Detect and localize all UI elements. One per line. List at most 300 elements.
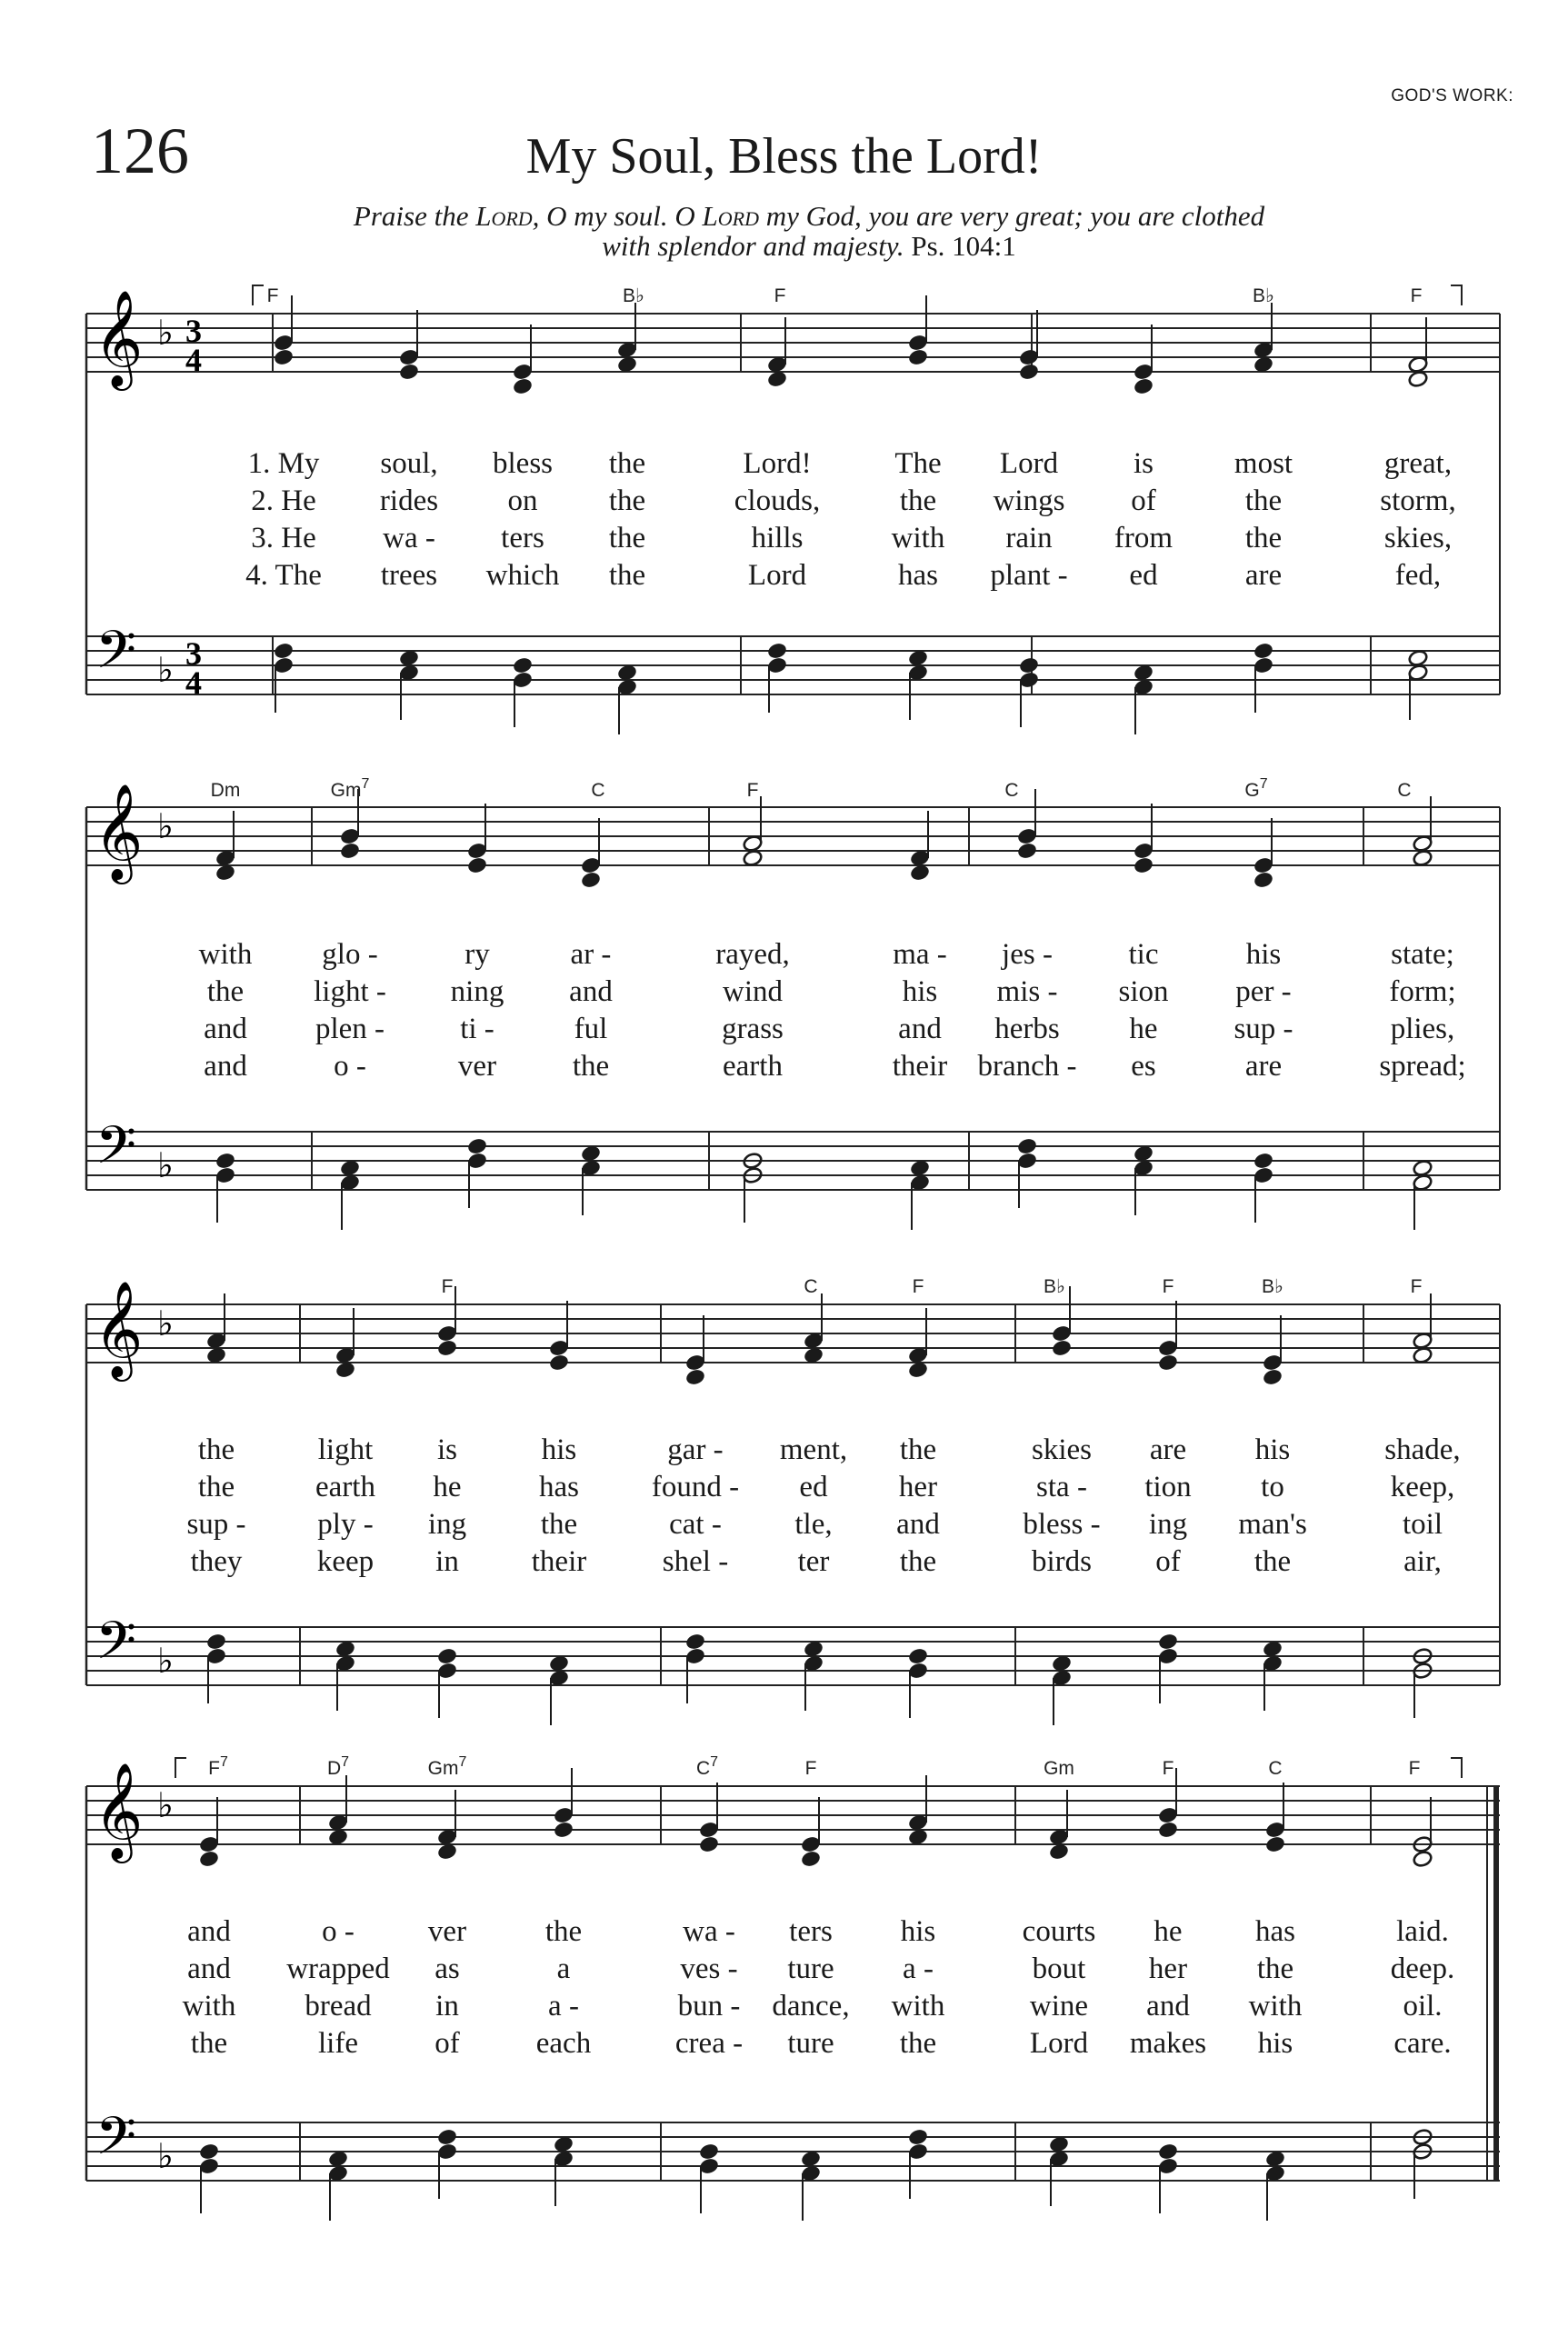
note-head — [328, 2150, 349, 2168]
system-1 — [86, 285, 1500, 734]
lyric-syllable: wings — [993, 484, 1065, 517]
lyric-syllable: with — [198, 938, 253, 971]
chord-symbol: F — [746, 780, 759, 801]
note-head — [1263, 1654, 1283, 1673]
lyric-syllable: the — [899, 1545, 937, 1578]
note-head — [1265, 2164, 1286, 2182]
lyric-syllable: ma - — [893, 938, 947, 971]
lyric-syllable: ters — [501, 522, 544, 554]
lyric-syllable: o - — [334, 1050, 366, 1083]
lyric-syllable: her — [1148, 1952, 1188, 1985]
note-head — [804, 1640, 824, 1658]
lyric-syllable: deep. — [1390, 1952, 1455, 1985]
lyric-syllable: his — [1254, 1433, 1291, 1466]
note-head — [908, 1346, 929, 1364]
epigraph-text: , O my soul. O — [532, 200, 703, 232]
lyric-syllable: of — [1155, 1545, 1181, 1578]
lyric-syllable: has — [898, 559, 938, 592]
note-head — [1413, 1173, 1433, 1192]
lyric-syllable: he — [433, 1471, 462, 1503]
lyric-syllable: bread — [305, 1990, 372, 2022]
lyric-syllable: wa - — [683, 1915, 735, 1948]
note-head — [206, 1346, 227, 1364]
note-head — [1263, 1368, 1283, 1386]
note-head — [1265, 2150, 1286, 2168]
lyric-syllable: ti - — [460, 1013, 494, 1045]
note-head — [767, 370, 788, 388]
lyric-syllable: plant - — [990, 559, 1068, 592]
note-head — [908, 348, 929, 366]
note-head — [437, 1828, 458, 1846]
note-head — [199, 2157, 220, 2175]
lyric-syllable: ture — [787, 1952, 834, 1985]
lyric-syllable: to — [1261, 1471, 1284, 1503]
note-head — [1134, 1159, 1154, 1177]
note-head — [1253, 1152, 1274, 1170]
note-head — [199, 2142, 220, 2161]
lyric-syllable: he — [1129, 1013, 1158, 1045]
phrase-bracket-open — [175, 1758, 186, 1778]
lyric-syllable: glo - — [322, 938, 378, 971]
lyric-syllable: the — [899, 2027, 937, 2060]
note-head — [340, 1173, 361, 1192]
note-head — [467, 842, 488, 860]
lyric-syllable: ment, — [779, 1433, 848, 1466]
note-head — [908, 2128, 929, 2146]
note-head — [1049, 1828, 1070, 1846]
lyric-syllable: makes — [1129, 2027, 1207, 2060]
lyric-syllable: and — [204, 1050, 247, 1083]
epigraph-text: my God, you are very great; you are clothed — [759, 200, 1265, 232]
flat-key-signature: ♭ — [157, 313, 174, 353]
lyric-syllable: the — [1256, 1952, 1294, 1985]
system-2 — [86, 776, 1500, 1230]
lyric-syllable: sup - — [186, 1508, 246, 1541]
lyric-syllable: ver — [457, 1050, 497, 1083]
chord-symbol: F — [804, 1758, 817, 1779]
note-head — [215, 849, 236, 867]
lyric-syllable: gar - — [667, 1433, 724, 1466]
treble-clef-icon: 𝄞 — [94, 783, 144, 880]
section-label: GOD'S WORK: — [1391, 86, 1513, 105]
treble-staff — [86, 783, 1500, 889]
lyric-syllable: they — [190, 1545, 243, 1578]
note-head — [1158, 1806, 1179, 1824]
note-head — [437, 2142, 458, 2161]
flat-key-signature: ♭ — [157, 2136, 174, 2176]
lyric-syllable: and — [1146, 1990, 1190, 2022]
note-head — [1052, 1339, 1073, 1357]
lyric-syllable: wa - — [383, 522, 435, 554]
lyric-syllable: their — [531, 1545, 587, 1578]
note-head — [801, 1850, 822, 1868]
chord-symbol: F — [1162, 1758, 1174, 1779]
note-head — [1158, 2157, 1179, 2175]
note-head — [513, 671, 534, 689]
note-head — [1019, 348, 1040, 366]
note-head — [549, 1353, 570, 1372]
lyric-syllable: branch - — [977, 1050, 1077, 1083]
chord-symbol: F — [774, 285, 786, 306]
epigraph-text: Praise the — [353, 200, 476, 232]
note-head — [549, 1339, 570, 1357]
note-head — [1408, 664, 1429, 682]
lyric-syllable: her — [898, 1471, 938, 1503]
note-head — [1049, 2135, 1070, 2153]
note-head — [1413, 1159, 1433, 1177]
note-head — [467, 1152, 488, 1170]
lyric-syllable: clouds, — [734, 484, 821, 517]
lyric-syllable: tion — [1144, 1471, 1192, 1503]
lyric-syllable: plies, — [1390, 1013, 1455, 1045]
flat-key-signature: ♭ — [157, 1145, 174, 1185]
flat-key-signature: ♭ — [157, 1303, 174, 1343]
lyric-syllable: the — [899, 1433, 937, 1466]
lyric-syllable: bless - — [1023, 1508, 1101, 1541]
lyric-syllable: and — [569, 975, 613, 1008]
lyric-syllable: ture — [787, 2027, 834, 2060]
chord-symbol: C — [591, 780, 605, 801]
note-head — [1158, 1633, 1179, 1651]
note-head — [908, 1662, 929, 1680]
lyric-syllable: in — [435, 1990, 459, 2022]
note-head — [554, 2135, 574, 2153]
note-head — [549, 1654, 570, 1673]
chord-symbol: C — [1397, 780, 1412, 801]
note-head — [437, 1324, 458, 1343]
note-head — [1263, 1640, 1283, 1658]
chord-symbol: C — [1004, 780, 1019, 801]
note-head — [1253, 656, 1274, 674]
chord-superscript: 7 — [341, 1754, 350, 1770]
time-signature-top: 3 — [185, 313, 202, 349]
lyric-syllable: great, — [1383, 447, 1453, 480]
lyric-syllable: rain — [1005, 522, 1053, 554]
note-head — [340, 842, 361, 860]
chord-symbol: F — [1410, 285, 1423, 306]
flat-key-signature: ♭ — [157, 1641, 174, 1681]
note-head — [699, 2157, 720, 2175]
note-head — [1253, 355, 1274, 374]
chord-symbol: B♭ — [623, 285, 644, 306]
note-head — [1158, 2142, 1179, 2161]
note-head — [1019, 656, 1040, 674]
note-head — [554, 2150, 574, 2168]
lyric-syllable: wine — [1029, 1990, 1089, 2022]
chord-symbol: F — [1408, 1758, 1421, 1779]
lyric-syllable: es — [1131, 1050, 1156, 1083]
time-signature-bottom: 4 — [185, 664, 202, 701]
chord-symbol: Gm$^7$ — [427, 1754, 467, 1779]
flat-key-signature: ♭ — [157, 806, 174, 846]
note-head — [340, 827, 361, 845]
note-head — [910, 1173, 931, 1192]
chord-symbol: $D^7$ — [326, 1754, 350, 1779]
system-4 — [86, 1754, 1500, 2221]
note-head — [399, 664, 420, 682]
lyric-syllable: Lord — [747, 559, 807, 592]
note-head — [1134, 377, 1154, 395]
note-head — [804, 1654, 824, 1673]
note-head — [1413, 834, 1433, 853]
chord-superscript: 7 — [458, 1754, 467, 1770]
lyric-syllable: earth — [315, 1471, 375, 1503]
note-head — [206, 1647, 227, 1665]
lyric-syllable: his — [900, 1915, 936, 1948]
note-head — [908, 1813, 929, 1832]
note-head — [1049, 2150, 1070, 2168]
chord-symbol: Dm — [210, 780, 241, 801]
note-head — [467, 1137, 488, 1155]
note-head — [199, 1850, 220, 1868]
lyric-syllable: plen - — [315, 1013, 385, 1045]
bass-clef-icon: 𝄢 — [95, 1610, 137, 1684]
lyric-syllable: air, — [1403, 1545, 1442, 1578]
lyric-syllable: ply - — [317, 1508, 374, 1541]
lyric-syllable: the — [608, 484, 646, 517]
lyric-syllable: ver — [427, 1915, 467, 1948]
lyric-syllable: hills — [751, 522, 804, 554]
note-head — [581, 1159, 602, 1177]
note-head — [335, 1654, 356, 1673]
flat-key-signature: ♭ — [157, 1785, 174, 1825]
lyric-syllable: the — [197, 1433, 235, 1466]
note-head — [1052, 1654, 1073, 1673]
note-head — [399, 649, 420, 667]
lyric-syllable: and — [896, 1508, 940, 1541]
note-head — [399, 348, 420, 366]
lyric-syllable: the — [1253, 1545, 1292, 1578]
lyric-syllable: life — [318, 2027, 358, 2060]
note-head — [1408, 355, 1429, 374]
lyric-syllable: his — [1257, 2027, 1293, 2060]
note-head — [467, 856, 488, 874]
note-head — [206, 1633, 227, 1651]
time-signature-top: 3 — [185, 635, 202, 672]
scripture-reference: Ps. 104:1 — [911, 229, 1016, 262]
bass-staff — [86, 1114, 1500, 1230]
note-head — [1413, 1346, 1433, 1364]
chord-symbol: Gm$^7$ — [330, 776, 370, 801]
chord-symbol: F — [266, 285, 279, 306]
lyric-syllable: sta - — [1036, 1471, 1087, 1503]
lyric-syllable: crea - — [674, 2027, 744, 2060]
lyric-syllable: spread; — [1379, 1050, 1466, 1083]
note-head — [328, 1813, 349, 1832]
lyric-syllable: trees — [380, 559, 438, 592]
note-head — [437, 1662, 458, 1680]
lyric-syllable: light — [317, 1433, 374, 1466]
lyric-syllable: rides — [379, 484, 439, 517]
note-head — [1017, 1152, 1038, 1170]
lyric-syllable: care. — [1393, 2027, 1452, 2060]
chord-symbol: F — [912, 1276, 924, 1297]
lyric-syllable: are — [1149, 1433, 1187, 1466]
note-head — [1019, 363, 1040, 381]
lyric-syllable: ves - — [680, 1952, 738, 1985]
lyric-syllable: skies, — [1383, 522, 1453, 554]
chord-symbol: C — [1268, 1758, 1283, 1779]
note-head — [581, 871, 602, 889]
lyric-syllable: the — [608, 559, 646, 592]
note-head — [617, 664, 638, 682]
lyric-syllable: ry — [464, 938, 490, 971]
lyric-syllable: per - — [1235, 975, 1292, 1008]
lyric-syllable: birds — [1032, 1545, 1092, 1578]
lyric-syllable: ar - — [570, 938, 612, 971]
note-head — [1253, 642, 1274, 660]
chord-superscript: 7 — [219, 1754, 228, 1770]
lyric-syllable: sion — [1118, 975, 1169, 1008]
note-head — [215, 1166, 236, 1184]
bass-clef-icon: 𝄢 — [95, 1114, 137, 1189]
note-head — [328, 1828, 349, 1846]
note-head — [617, 341, 638, 359]
chord-superscript: 7 — [361, 776, 370, 792]
lyric-syllable: a - — [548, 1990, 579, 2022]
lyric-syllable: 3. He — [251, 522, 316, 554]
lyric-syllable: most — [1233, 447, 1293, 480]
chord-symbol: B♭ — [1253, 285, 1274, 306]
note-head — [1253, 856, 1274, 874]
system-3 — [86, 1276, 1500, 1725]
note-head — [801, 2150, 822, 2168]
note-head — [215, 1152, 236, 1170]
lyric-syllable: with — [182, 1990, 236, 2022]
note-head — [804, 1332, 824, 1350]
lyric-syllable: with — [891, 522, 945, 554]
note-head — [1052, 1669, 1073, 1687]
lyric-syllable: as — [434, 1952, 460, 1985]
lyric-syllable: the — [1244, 484, 1283, 517]
note-head — [1049, 1843, 1070, 1861]
lyric-syllable: ters — [789, 1915, 833, 1948]
chord-superscript: 7 — [710, 1754, 719, 1770]
epigraph-lord: Lord — [475, 200, 533, 232]
note-head — [1408, 649, 1429, 667]
phrase-bracket-close — [1451, 285, 1462, 305]
lyric-syllable: their — [892, 1050, 948, 1083]
lyric-syllable: the — [1244, 522, 1283, 554]
note-head — [554, 1806, 574, 1824]
epigraph-lord: Lord — [702, 200, 759, 232]
note-head — [199, 1835, 220, 1853]
time-signature-bottom: 4 — [185, 342, 202, 378]
note-head — [274, 642, 295, 660]
note-head — [1253, 1166, 1274, 1184]
lyric-syllable: his — [902, 975, 938, 1008]
note-head — [908, 1361, 929, 1379]
lyric-syllable: bless — [493, 447, 553, 480]
note-head — [767, 355, 788, 374]
note-head — [804, 1346, 824, 1364]
treble-clef-icon: 𝄞 — [94, 289, 144, 386]
lyric-syllable: ed — [799, 1471, 828, 1503]
lyric-syllable: 1. My — [247, 447, 320, 480]
lyric-syllable: jes - — [1002, 938, 1053, 971]
chord-symbol: C — [804, 1276, 818, 1297]
lyric-syllable: earth — [723, 1050, 783, 1083]
epigraph-text: with splendor and majesty. — [602, 229, 904, 262]
note-head — [335, 1361, 356, 1379]
note-head — [685, 1368, 706, 1386]
lyric-syllable: soul, — [380, 447, 438, 480]
note-head — [910, 864, 931, 882]
chord-symbol: $C^7$ — [695, 1754, 719, 1779]
lyric-syllable: wind — [723, 975, 783, 1008]
lyric-syllable: tic — [1128, 938, 1159, 971]
note-head — [743, 849, 764, 867]
note-head — [908, 664, 929, 682]
note-head — [1413, 1332, 1433, 1350]
note-head — [437, 1843, 458, 1861]
lyric-syllable: the — [899, 484, 937, 517]
note-head — [437, 1339, 458, 1357]
lyric-syllable: shade, — [1384, 1433, 1461, 1466]
note-head — [699, 1835, 720, 1853]
lyric-syllable: wrapped — [286, 1952, 390, 1985]
note-head — [1413, 849, 1433, 867]
lyric-syllable: skies — [1032, 1433, 1092, 1466]
treble-clef-icon: 𝄞 — [94, 1762, 144, 1859]
note-head — [274, 656, 295, 674]
lyric-syllable: mis - — [996, 975, 1058, 1008]
lyric-syllable: o - — [322, 1915, 355, 1948]
chord-symbol: $F^7$ — [208, 1754, 228, 1779]
lyric-syllable: ful — [574, 1013, 608, 1045]
lyric-syllable: 4. The — [245, 559, 322, 592]
lyric-syllable: a — [556, 1952, 571, 1985]
note-head — [399, 363, 420, 381]
note-head — [513, 363, 534, 381]
bass-staff — [86, 2105, 1500, 2221]
lyric-syllable: and — [187, 1915, 231, 1948]
bass-staff — [86, 1610, 1500, 1725]
lyric-syllable: rayed, — [715, 938, 790, 971]
lyric-syllable: bun - — [677, 1990, 741, 2022]
note-head — [554, 1821, 574, 1839]
lyric-syllable: his — [1245, 938, 1282, 971]
note-head — [908, 649, 929, 667]
lyric-syllable: The — [894, 447, 942, 480]
chord-symbol: F — [1410, 1276, 1423, 1297]
lyric-syllable: on — [507, 484, 538, 517]
lyric-syllable: from — [1114, 522, 1174, 554]
note-head — [328, 2164, 349, 2182]
lyric-syllable: laid. — [1396, 1915, 1449, 1948]
lyric-syllable: of — [434, 2027, 460, 2060]
note-head — [1265, 1835, 1286, 1853]
lyric-syllable: ed — [1129, 559, 1158, 592]
lyric-syllable: the — [206, 975, 245, 1008]
lyric-syllable: Lord — [1029, 2027, 1089, 2060]
note-head — [1134, 856, 1154, 874]
lyric-syllable: dance, — [772, 1990, 850, 2022]
lyric-syllable: a - — [903, 1952, 934, 1985]
note-head — [910, 1159, 931, 1177]
lyric-syllable: his — [541, 1433, 577, 1466]
lyric-syllable: toil — [1402, 1508, 1443, 1541]
note-head — [335, 1346, 356, 1364]
lyric-syllable: is — [436, 1433, 458, 1466]
note-head — [340, 1159, 361, 1177]
lyric-syllable: of — [1131, 484, 1156, 517]
treble-staff — [86, 1762, 1500, 1868]
hymn-title: My Soul, Bless the Lord! — [525, 128, 1043, 185]
note-head — [581, 856, 602, 874]
note-head — [274, 348, 295, 366]
note-head — [1019, 671, 1040, 689]
